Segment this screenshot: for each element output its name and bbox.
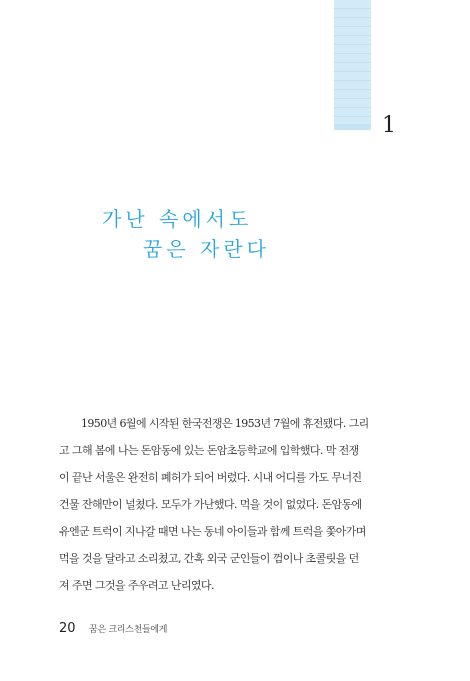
body-line: 이 끝난 서울은 완전히 폐허가 되어 버렸다. 시내 어디를 가도 무너진 (59, 471, 362, 484)
body-line: 져 주면 그것을 주우려고 난리였다. (59, 579, 214, 592)
body-line: 먹을 것을 달라고 소리쳤고, 간혹 외국 군인들이 껌이나 초콜릿을 던 (59, 552, 359, 565)
running-title: 꿈은 크리스천들에게 (89, 625, 168, 635)
chapter-title-line-2: 꿈은 자란다 (143, 237, 270, 261)
body-paragraph (59, 410, 405, 599)
chapter-tab-decoration (334, 0, 371, 130)
body-line: 1950년 6월에 시작된 한국전쟁은 1953년 7월에 휴전됐다. 그리 (81, 417, 369, 430)
body-line: 건물 잔해만이 널쳤다. 모두가 가난했다. 먹을 것이 없었다. 돈암동에 (59, 498, 362, 511)
chapter-number: 1 (382, 113, 396, 138)
body-line: 유엔군 트럭이 지나갈 때면 나는 동네 아이들과 함께 트럭을 쫓아가며 (59, 525, 366, 538)
body-line: 고 그해 봄에 나는 돈암동에 있는 돈암초등학교에 입학했다. 막 전쟁 (59, 444, 359, 457)
chapter-title (102, 204, 270, 264)
page-footer (59, 621, 167, 638)
chapter-title-line-1: 가난 속에서도 (102, 207, 253, 231)
page-number: 20 (59, 621, 76, 636)
